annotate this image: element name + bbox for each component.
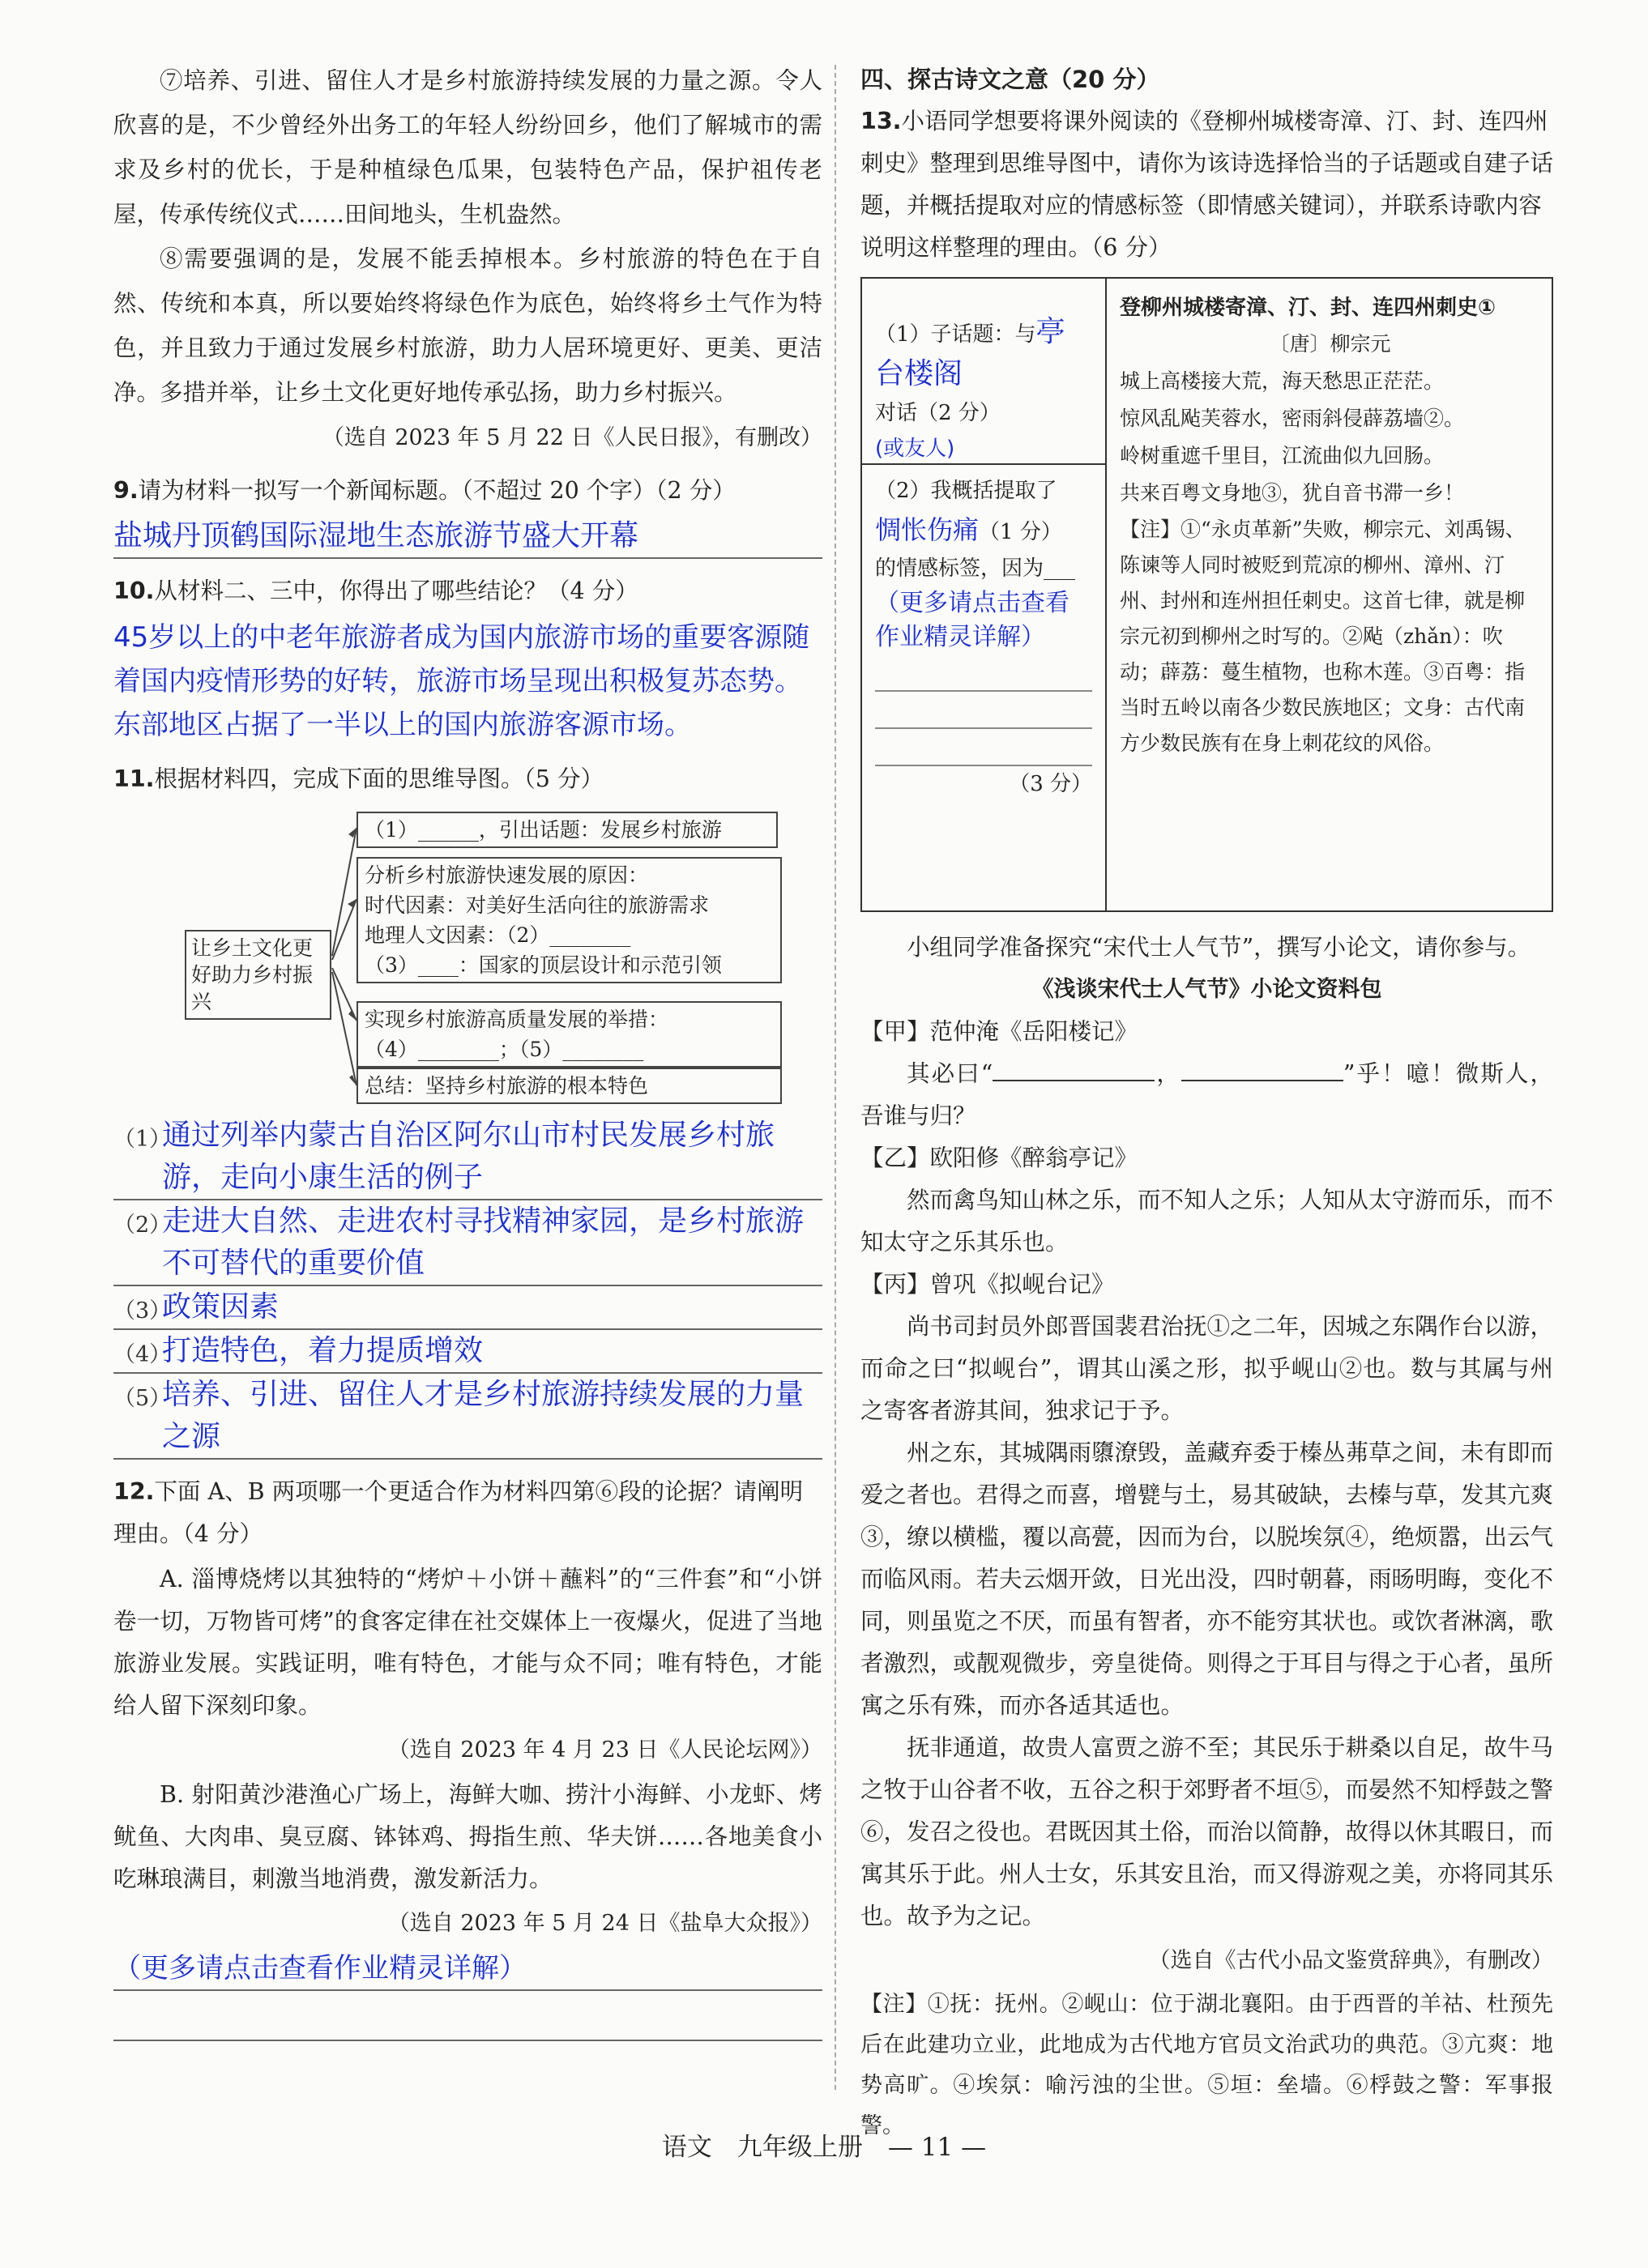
section-heading: 四、探古诗文之意（20 分）	[860, 66, 1160, 93]
paragraph-7: ⑦培养、引进、留住人才是乡村旅游持续发展的力量之源。令人欣喜的是，不少曾经外出务工的年轻人纷纷回乡，他们了解城市的需求及乡村的优长，于是种植绿色瓜果，包装特色产品，保护祖传老屋，传承传统仪式……田间地头，生机盎然。	[113, 67, 822, 228]
bing-note: 【注】①抚：抚州。②岘山：位于湖北襄阳。由于西晋的羊祜、杜预先后在此建功立业，此地成为古代地方官员文治武功的典范。③亢爽：地势高旷。④埃氛：喻污浊的尘世。⑤垣：垒墙。⑥桴鼓之警：军事报警。	[860, 1992, 1553, 2138]
q12-option-b: B. 射阳黄沙港渔心广场上，海鲜大咖、捞汁小海鲜、小龙虾、烤鱿鱼、大肉串、臭豆腐、钵钵鸡、拇指生煎、华夫饼……各地美食小吃琳琅满目，刺激当地消费，激发新活力。	[113, 1781, 822, 1892]
yi-heading: 【乙】欧阳修《醉翁亭记》	[860, 1145, 1138, 1171]
q13-emotion-tag: （2）我概括提取了 惆怅伤痛（1 分） 的情感标签，因为___ （更多请点击查看作业精灵详解） （3 分）	[875, 479, 1092, 796]
page-footer: 语文 九年级上册 — 11 —	[661, 2133, 987, 2162]
question-9: 9.请为材料一拟写一个新闻标题。（不超过 20 个字）（2 分）	[113, 477, 736, 504]
question-10: 10.从材料二、三中，你得出了哪些结论？（4 分）	[113, 578, 638, 604]
mind-map-box-3: 实现乡村旅游高质量发展的举措： （4）________；（5）________	[356, 1001, 782, 1068]
q13-subtopic: （1）子话题：与亭台楼阁 对话（2 分） (或友人)	[862, 279, 1105, 465]
jia-text: 其必曰“ ， ”乎！噫！微斯人，吾谁与归？	[860, 1060, 1553, 1129]
poem-line-2: 惊风乱飐芙蓉水，密雨斜侵薜荔墙②。	[1120, 407, 1465, 430]
bing-paragraph-2: 州之东，其城隅雨隳潦毁，盖藏弃委于榛丛茀草之间，未有即而爱之者也。君得之而喜，增甓与土，易其破缺，去榛与草，发其亢爽③，缭以横槛，覆以高甍，因而为台，以脱埃氛④，绝烦嚣，出云气而临风雨。若夫云烟开敛，日光出没，四时朝暮，雨旸明晦，变化不同，则虽览之不厌，而虽有智者，亦不能穷其状也。或饮者淋漓，歌者激烈，或靓观微步，旁皇徙倚。则得之于耳目与得之于心者，虽所寓之乐有殊，而亦各适其适也。	[860, 1439, 1554, 1719]
intro-text: 小组同学准备探究“宋代士人气节”，撰写小论文，请你参与。	[907, 934, 1531, 961]
q12-option-a-source: （选自 2023 年 4 月 23 日《人民论坛网》）	[387, 1737, 822, 1763]
q11-answer-2: （2） 走进大自然、走进农村寻找精神家园，是乡村旅游不可替代的重要价值	[113, 1200, 822, 1286]
poem-line-4: 共来百粤文身地③，犹自音书滞一乡！	[1120, 481, 1465, 505]
q11-answer-3: （3） 政策因素	[113, 1286, 822, 1330]
poem-title: 登柳州城楼寄漳、汀、封、连四州刺史①	[1120, 296, 1496, 320]
q13-poem-cell	[1108, 279, 1552, 922]
jia-heading: 【甲】范仲淹《岳阳楼记》	[860, 1018, 1138, 1045]
source-citation: （选自 2023 年 5 月 22 日《人民日报》，有删改）	[322, 425, 822, 450]
q13-table	[860, 277, 1553, 912]
bing-paragraph-3: 抚非通道，故贵人富贾之游不至；其民乐于耕桑以自足，故牛马之牧于山谷者不收，五谷之积于郊野者不垣⑤，而晏然不知桴鼓之警⑥，发召之役也。君既因其土俗，而治以简静，故得以休其暇日，而寓其乐于此。州人士女，乐其安且治，而又得游观之美，亦将同其乐也。故予为之记。	[860, 1734, 1554, 1929]
mind-map-box-2: 分析乡村旅游快速发展的原因： 时代因素：对美好生活向往的旅游需求 地理人文因素：（2）________ （3）____：国家的顶层设计和示范引领	[356, 857, 782, 983]
left-column	[113, 58, 822, 2041]
q11-answer-4: （4） 打造特色，着力提质增效	[113, 1330, 822, 1374]
q11-answer-5: （5） 培养、引进、留住人才是乡村旅游持续发展的力量之源	[113, 1374, 822, 1460]
poem-line-3: 岭树重遮千里目，江流曲似九回肠。	[1120, 444, 1445, 467]
paragraph-8: ⑧需要强调的是，发展不能丢掉根本。乡村旅游的特色在于自然、传统和本真，所以要始终将绿色作为底色，始终将乡土气作为特色，并且致力于通过发展乡村旅游，助力人居环境更好、更美、更洁净。多措并举，让乡土文化更好地传承弘扬，助力乡村振兴。	[113, 245, 822, 406]
bing-paragraph-1: 尚书司封员外郎晋国裴君治抚①之二年，因城之东隅作台以游，而命之曰“拟岘台”，谓其山溪之形，拟乎岘山②也。数与其属与州之寄客者游其间，独求记于予。	[860, 1313, 1554, 1424]
poem-author: 〔唐〕柳宗元	[1269, 332, 1391, 356]
q11-answers	[113, 1115, 822, 1460]
right-column	[860, 58, 1553, 2146]
mind-map	[113, 810, 822, 1110]
question-11: 11.根据材料四，完成下面的思维导图。（5 分）	[113, 765, 604, 792]
q10-answer: 45岁以上的中老年旅游者成为国内旅游市场的重要客源随着国内疫情形势的好转，旅游市场呈现出积极复苏态势。东部地区占据了一半以上的国内旅游客源市场。	[113, 621, 810, 741]
q12-answer-line-2	[113, 1991, 822, 2041]
question-13: 13.小语同学想要将课外阅读的《登柳州城楼寄漳、汀、封、连四州刺史》整理到思维导图中，请你为该诗选择恰当的子话题或自建子话题，并概括提取对应的情感标签（即情感关键词），并联系诗歌内容说明这样整理的理由。（6 分）	[860, 108, 1554, 261]
column-divider	[835, 65, 836, 2090]
poem-line-1: 城上高楼接大荒，海天愁思正茫茫。	[1120, 369, 1445, 393]
mind-map-box-4: 总结：坚持乡村旅游的根本特色	[356, 1068, 782, 1104]
mind-map-root: 让乡土文化更好助力乡村振兴	[185, 930, 331, 1020]
material-pack-title: 《浅谈宋代士人气节》小论文资料包	[1031, 977, 1382, 1002]
bing-heading: 【丙】曾巩《拟岘台记》	[860, 1271, 1115, 1298]
q9-answer: 盐城丹顶鹤国际湿地生态旅游节盛大开幕	[113, 515, 822, 559]
mind-map-box-1: （1）______，引出话题：发展乡村旅游	[356, 812, 778, 848]
q11-answer-1: （1） 通过列举内蒙古自治区阿尔山市村民发展乡村旅游，走向小康生活的例子	[113, 1115, 822, 1200]
q12-option-a: A. 淄博烧烤以其独特的“烤炉＋小饼＋蘸料”的“三件套”和“小饼卷一切，万物皆可烤”的食客定律在社交媒体上一夜爆火，促进了当地旅游业发展。实践证明，唯有特色，才能与众不同；唯有特色，才能给人留下深刻印象。	[113, 1566, 822, 1719]
q12-option-b-source: （选自 2023 年 5 月 24 日《盐阜大众报》）	[387, 1911, 822, 1936]
q13-answer-cell	[862, 279, 1107, 910]
poem-note: 【注】①“永贞革新”失败，柳宗元、刘禹锡、陈谏等人同时被贬到荒凉的柳州、漳州、汀州、封州和连州担任刺史。这首七律，就是柳宗元初到柳州之时写的。②飐（zhǎn）：吹动；薜荔：蔓生植物，也称木莲。③百粤：指当时五岭以南各少数民族地区；文身：古代南方少数民族有在身上刺花纹的风俗。	[1120, 518, 1526, 755]
q12-answer[interactable]: （更多请点击查看作业精灵详解）	[113, 1947, 822, 1991]
question-12: 12.下面 A、B 两项哪一个更适合作为材料四第⑥段的论据？请阐明理由。（4 分）	[113, 1478, 804, 1547]
bing-source: （选自《古代小品文鉴赏辞典》，有删改）	[1148, 1948, 1553, 1973]
yi-text: 然而禽鸟知山林之乐，而不知人之乐；人知从太守游而乐，而不知太守之乐其乐也。	[860, 1187, 1554, 1256]
